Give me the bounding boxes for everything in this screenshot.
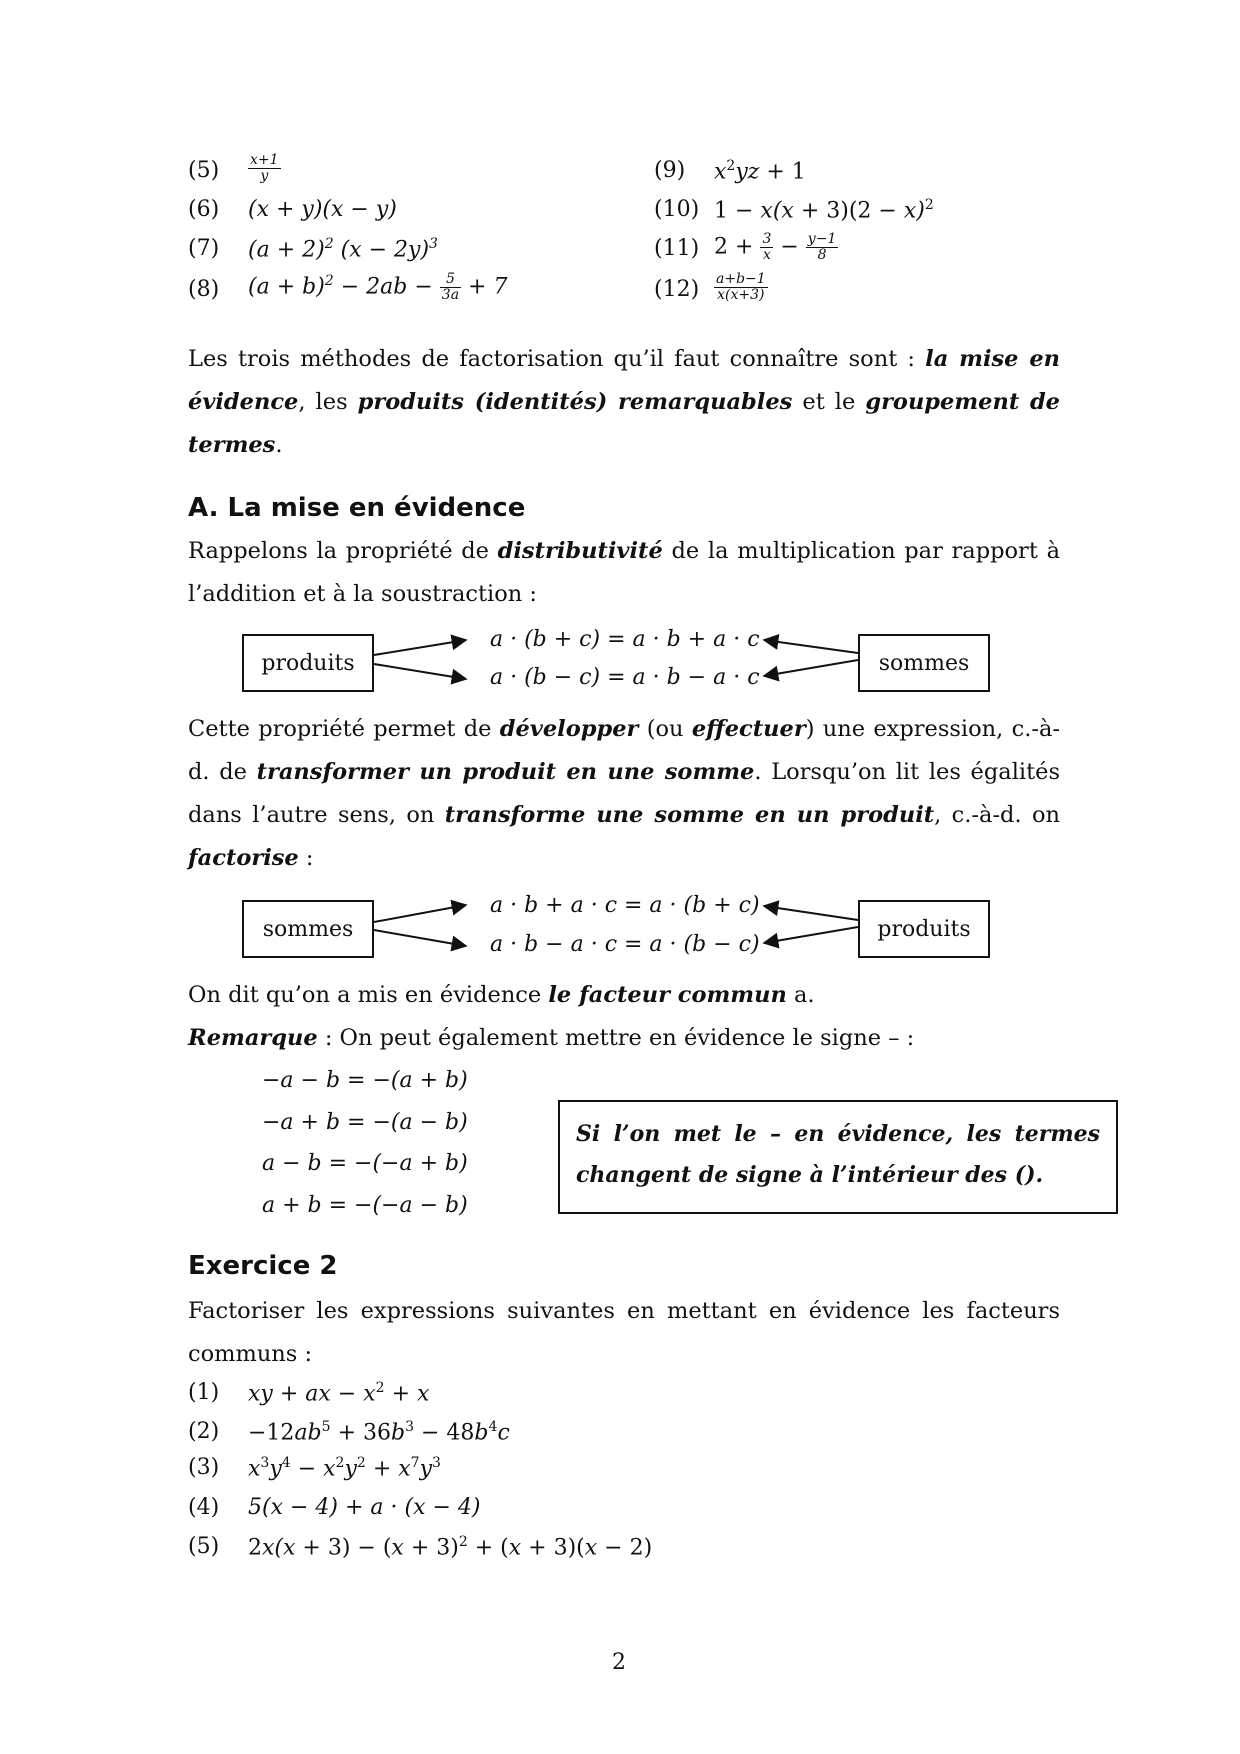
ex2-expr-1: xy + ax − $x^2 + x$ — [248, 1380, 430, 1407]
list-num-10: (10) — [654, 197, 700, 222]
sign-eq-2: −a + b = −(a − b) — [262, 1110, 468, 1135]
distributivity-paragraph: Rappelons la propriété de distributivité de la multiplication par rapport à l’addition et à la soustraction : — [188, 538, 1060, 607]
list-num-5: (5) — [188, 158, 220, 183]
list-expr-8: $(a + b)^2 - 2ab$ − $\frac{5}{3a}$ + 7 — [248, 271, 508, 303]
ex2-num-2: (2) — [188, 1419, 220, 1444]
list-expr-11: 2 + $\frac{3}{x}$ − $\frac{y-1}{8}$ — [714, 231, 837, 263]
list-num-8: (8) — [188, 277, 220, 302]
list-num-11: (11) — [654, 236, 700, 261]
distributivity-eq-sum: a · (b + c) = a · b + a · c — [490, 627, 760, 652]
exercise-2-instruction: Factoriser les expressions suivantes en mettant en évidence les facteurs communs : — [188, 1298, 1060, 1367]
sign-eq-3: a − b = −(−a + b) — [262, 1151, 468, 1176]
page-number: 2 — [612, 1650, 626, 1675]
list-expr-10: $1 - x(x + 3)(2 - x)^2$ — [714, 197, 934, 224]
list-num-7: (7) — [188, 236, 220, 261]
list-expr-12: $\frac{a+b-1}{x(x+3)}$ — [716, 271, 766, 303]
intro-paragraph: Les trois méthodes de factorisation qu’il faut connaître sont : la mise en évidence, les produits (identités) remarquables et le groupement de termes. — [188, 346, 1061, 458]
box-produits-2: produits — [858, 900, 990, 958]
exercise-2-title: Exercice 2 — [188, 1251, 338, 1281]
factor-eq-diff: a · b − a · c = a · (b − c) — [490, 932, 760, 957]
ex2-expr-5: $2x(x + 3) - (x + 3)^2 + (x + 3)(x - 2)$ — [248, 1534, 653, 1561]
list-num-9: (9) — [654, 158, 686, 183]
remark-line: Remarque : On peut également mettre en évidence le signe – : — [188, 1025, 915, 1051]
ex2-num-3: (3) — [188, 1455, 220, 1480]
ex2-num-1: (1) — [188, 1380, 220, 1405]
common-factor-sentence: On dit qu’on a mis en évidence le facteur commun a. — [188, 982, 815, 1008]
develop-factorise-paragraph: Cette propriété permet de développer (ou effectuer) une expression, c.-à-d. de transformer un produit en une somme. Lorsqu’on lit les égalités dans l’autre sens, on transforme une somme en un produit, c.-à-d. on factorise : — [188, 716, 1060, 871]
box-produits: produits — [242, 634, 374, 692]
list-num-12: (12) — [654, 277, 700, 302]
list-expr-5: $\frac{x+1}{y}$ — [250, 152, 279, 184]
sign-rule-note — [558, 1100, 1118, 1214]
list-expr-9: $x^2yz + 1$ — [714, 158, 806, 185]
list-expr-7: $(a + 2)^2$ $(x - 2y)^3$ — [248, 236, 438, 263]
note-line-1: Si l’on met le – en évidence, les termes — [576, 1121, 1100, 1147]
note-line-2: changent de signe à l’intérieur des (). — [576, 1162, 1044, 1188]
ex2-expr-3: $x^3y^4 - x^2y^2 + x^7y^3$ — [248, 1455, 441, 1482]
sign-eq-1: −a − b = −(a + b) — [262, 1068, 468, 1093]
distributivity-eq-diff: a · (b − c) = a · b − a · c — [490, 665, 760, 690]
ex2-expr-4: 5(x − 4) + a · (x − 4) — [248, 1495, 481, 1520]
factor-eq-sum: a · b + a · c = a · (b + c) — [490, 893, 760, 918]
ex2-num-4: (4) — [188, 1495, 220, 1520]
list-expr-6: (x + y)(x − y) — [248, 197, 397, 222]
ex2-num-5: (5) — [188, 1534, 220, 1559]
sign-eq-4: a + b = −(−a − b) — [262, 1193, 468, 1218]
list-num-6: (6) — [188, 197, 220, 222]
ex2-expr-2: $-12ab^5 + 36b^3 - 48b^4c$ — [248, 1419, 510, 1446]
box-sommes: sommes — [858, 634, 990, 692]
box-sommes-2: sommes — [242, 900, 374, 958]
section-a-title: A. La mise en évidence — [188, 493, 526, 523]
